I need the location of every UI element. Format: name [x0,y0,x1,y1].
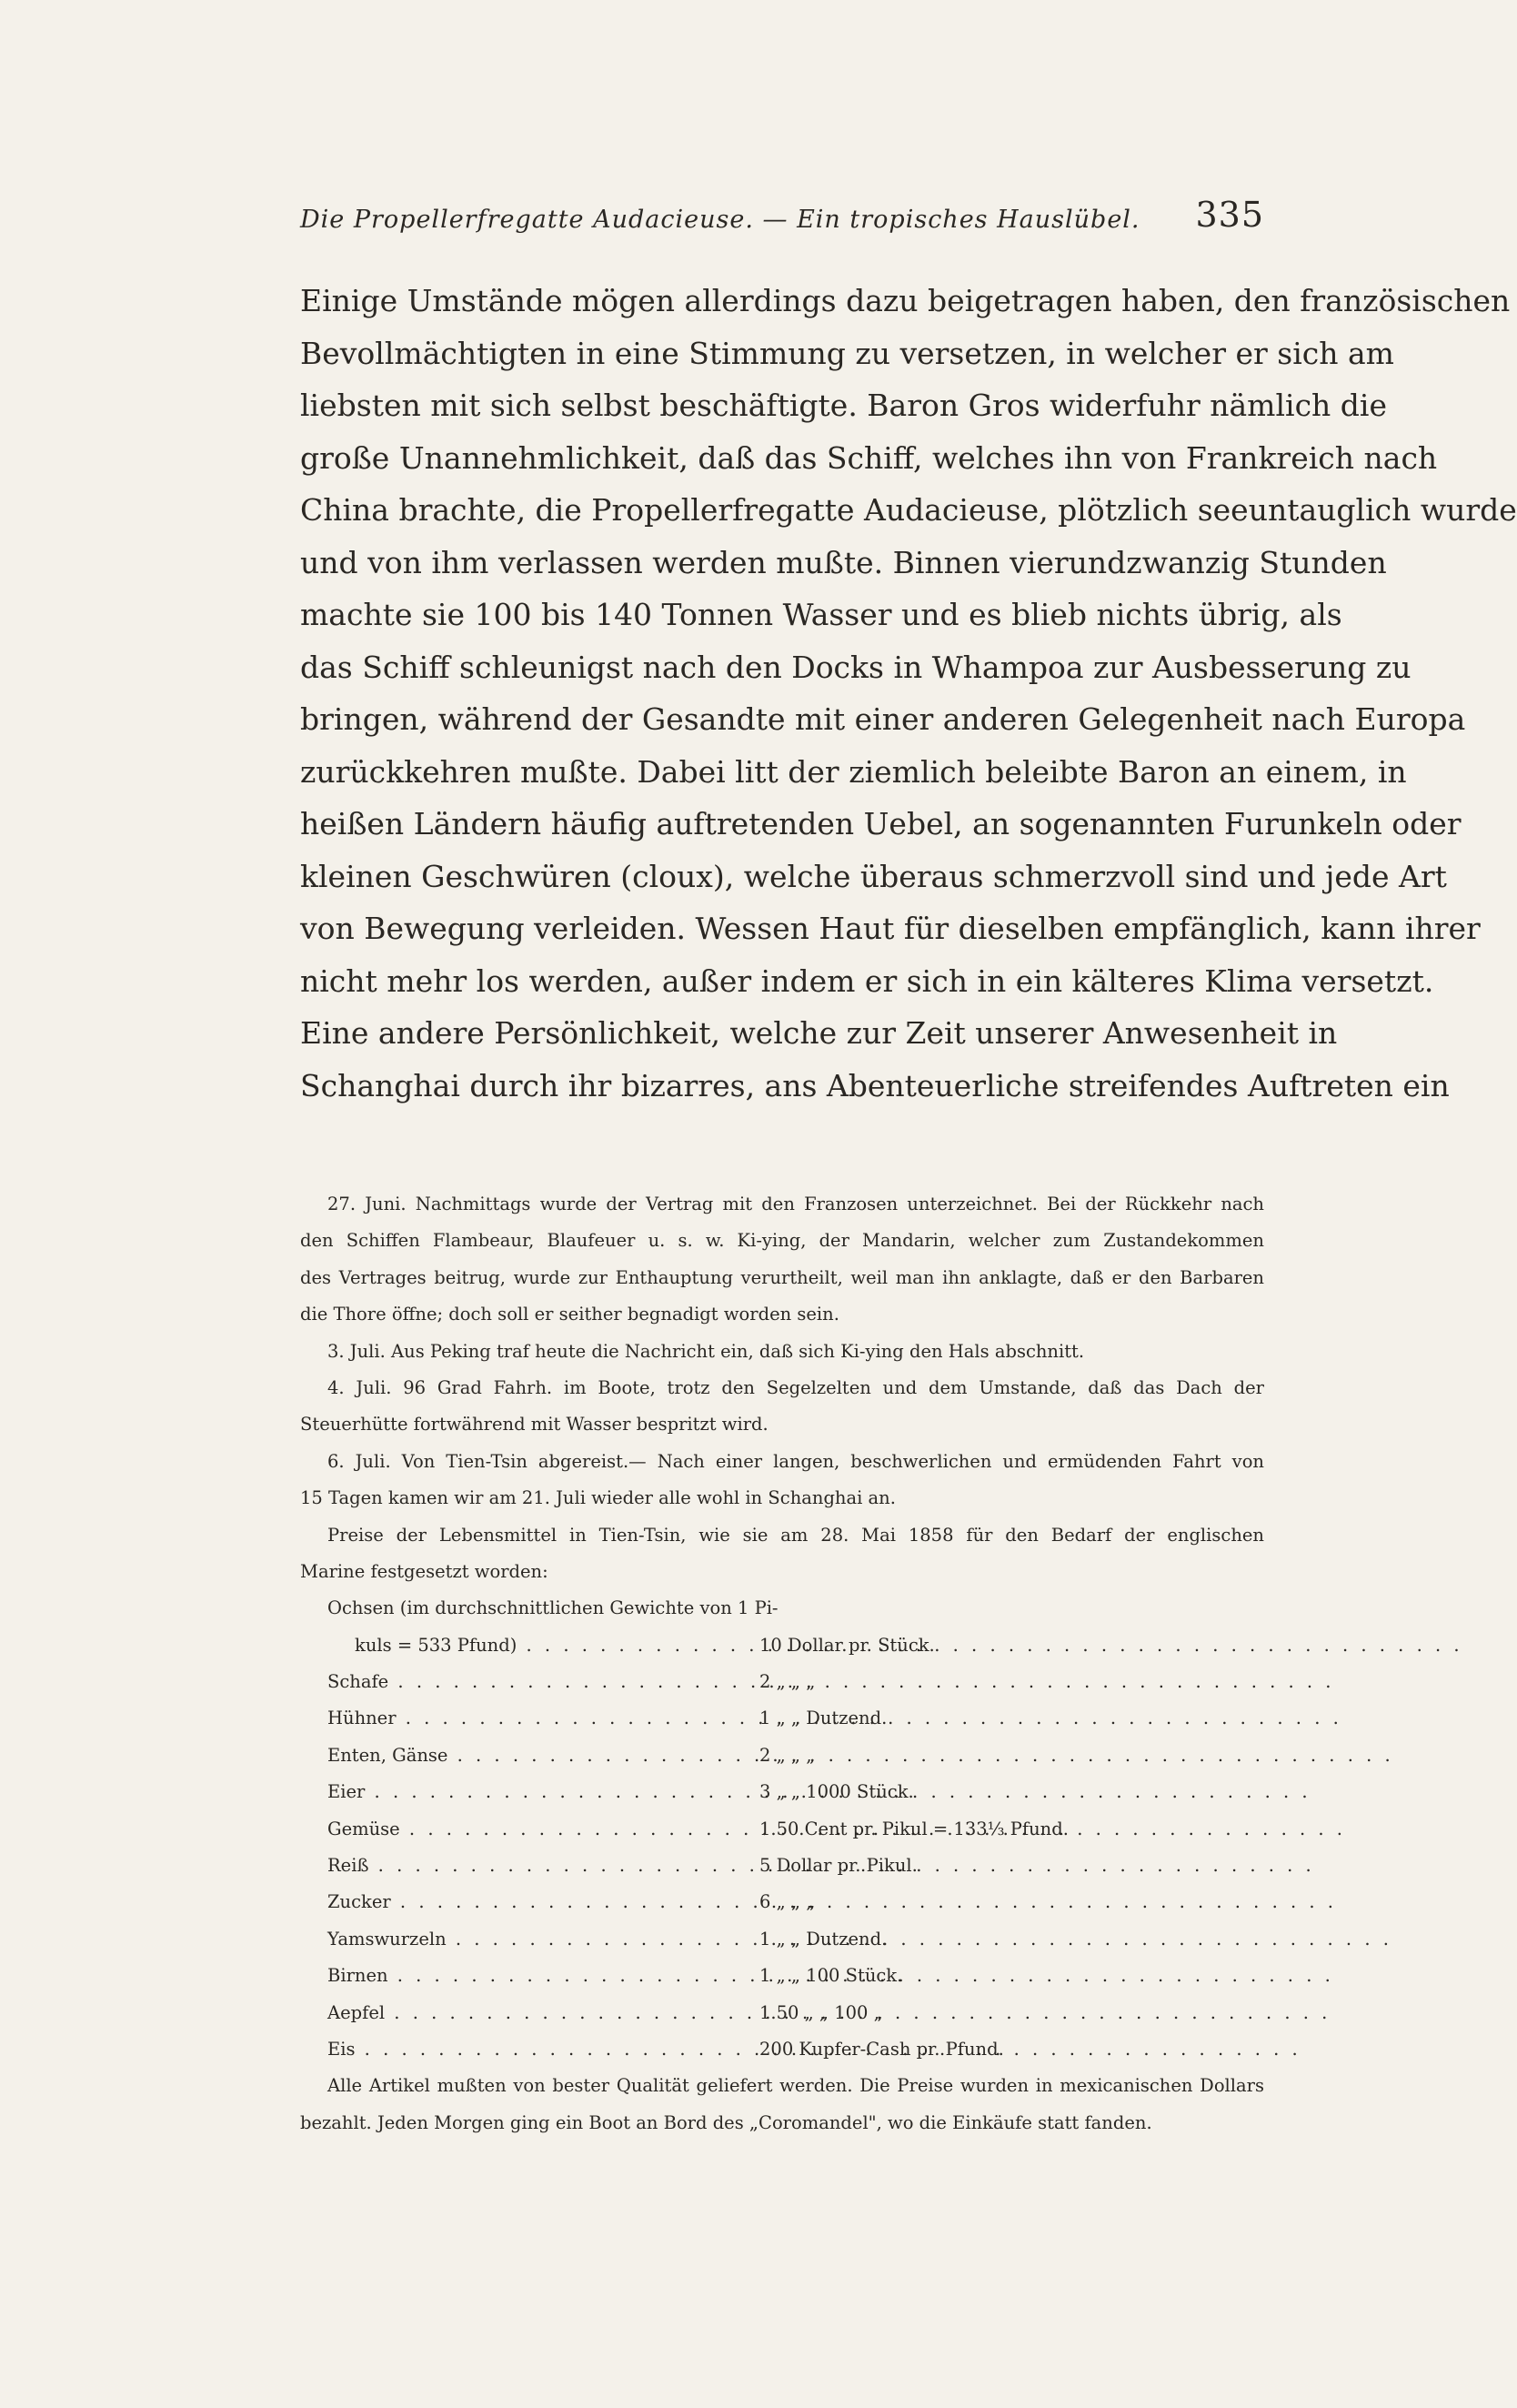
price-item: Eis . . . [300,2031,782,2068]
price-table [300,1627,1264,2069]
price-item: Schafe . . . [300,1664,782,1700]
price-value: 1.50 Cent pr. Pikul = 133⅓ Pfund. [759,1818,1069,1839]
price-item: Yamswurzeln . . . [300,1921,782,1958]
price-value: 200 Kupfer-Cash pr. Pfund. [759,2038,1004,2060]
price-row [300,1774,1264,1810]
text-line: Schanghai durch ihr bizarres, ans Abenteuerliche streifendes Auftreten ein [300,1067,1450,1103]
note-line: bezahlt. Jeden Morgen ging ein Boot an Bord des „Coromandel", wo die Einkäufe statt fanden. [300,2111,1152,2133]
price-row [300,1995,1264,2031]
note-line: Steuerhütte fortwährend mit Wasser bespritzt wird. [300,1414,769,1436]
price-row [300,1700,1264,1737]
price-row [300,2031,1264,2068]
text-line: das Schiff schleunigst nach den Docks in Whampoa zur Ausbesserung zu [300,649,1412,685]
price-intro-line: Ochsen (im durchschnittlichen Gewichte von 1 Pi- [327,1597,779,1619]
note-line: 3. Juli. Aus Peking traf heute die Nachricht ein, daß sich Ki-ying den Hals abschnitt. [327,1340,1085,1362]
price-item: Birnen . . . [300,1958,782,1994]
price-value: 1 „ „ Dutzend. [759,1928,888,1950]
price-item: Zucker . . . [300,1884,782,1920]
price-item: Eier . . . [300,1774,782,1810]
price-item: Aepfel . . . [300,1995,782,2031]
text-line: große Unannehmlichkeit, daß das Schiff, welches ihn von Frankreich nach [300,439,1438,476]
note-line: Preise der Lebensmittel in Tien-Tsin, wie sie am 28. Mai 1858 für den Bedarf der englischen [327,1524,1264,1546]
text-line: Einige Umstände mögen allerdings dazu beigetragen haben, den französischen [300,283,1511,318]
price-row [300,1627,1264,1664]
price-value: 1 „ „ 100 Stück. [759,1965,903,1987]
page-number: 335 [1195,195,1264,235]
price-item: Hühner . . . [300,1700,782,1737]
price-value: 1.50 „ „ 100 „ [759,2001,883,2023]
text-line: machte sie 100 bis 140 Tonnen Wasser und es blieb nichts übrig, als [300,597,1342,632]
price-value: 2 „ „ „ [759,1671,816,1693]
price-value: 3 „ „ 1000 Stück. [759,1781,914,1803]
notes-bottom [300,2068,1264,2141]
note-line: Marine festgesetzt worden: [300,1560,548,1582]
text-line: heißen Ländern häufig auftretenden Uebel, an sogenannten Furunkeln oder [300,806,1462,841]
text-line: Bevollmächtigten in eine Stimmung zu versetzen, in welcher er sich am [300,335,1394,371]
text-line: bringen, während der Gesandte mit einer anderen Gelegenheit nach Europa [300,701,1466,737]
text-line: zurückkehren mußte. Dabei litt der ziemlich beleibte Baron an einem, in [300,753,1407,790]
price-value: 10 Dollar pr. Stück. [759,1634,935,1656]
price-row [300,1738,1264,1774]
footnotes [300,1186,1264,2141]
text-line: liebsten mit sich selbst beschäftigte. Baron Gros widerfuhr nämlich die [300,388,1388,423]
text-line: Eine andere Persönlichkeit, welche zur Zeit unserer Anwesenheit in [300,1015,1338,1051]
price-value: 1 „ „ Dutzend. [759,1708,888,1729]
price-item: Gemüse . . . [300,1811,782,1848]
text-line: nicht mehr los werden, außer indem er sich in ein kälteres Klima versetzt. [300,962,1434,999]
price-item: Reiß . . . [300,1848,782,1884]
text-line: von Bewegung verleiden. Wessen Haut für dieselben empfänglich, kann ihrer [300,911,1481,946]
price-item: kuls = 533 Pfund) . . . [300,1627,809,1664]
note-line: Alle Artikel mußten von bester Qualität geliefert werden. Die Preise wurden in mexicanischen Dollars [327,2075,1264,2097]
text-line: China brachte, die Propellerfregatte Audacieuse, plötzlich seeuntauglich wurde [300,492,1517,528]
price-value: 5 Dollar pr. Pikul. [759,1855,918,1877]
main-text [300,275,1517,1112]
text-line: kleinen Geschwüren (cloux), welche überaus schmerzvoll sind und jede Art [300,858,1447,894]
note-line: 6. Juli. Von Tien-Tsin abgereist.— Nach einer langen, beschwerlichen und ermüdenden Fahrt von [327,1450,1264,1472]
price-row [300,1664,1264,1700]
note-line: den Schiffen Flambeaur, Blaufeuer u. s. w. Ki-ying, der Mandarin, welcher zum Zustandekommen [300,1230,1264,1252]
note-line: 15 Tagen kamen wir am 21. Juli wieder alle wohl in Schanghai an. [300,1487,896,1509]
price-item: Enten, Gänse . . . [300,1738,782,1774]
page-header [300,189,1264,244]
price-value: 2 „ „ „ [759,1744,816,1766]
price-value: 6 „ „ „ [759,1891,816,1913]
text-line: und von ihm verlassen werden mußte. Binnen vierundzwanzig Stunden [300,544,1387,580]
note-line: die Thore öffne; doch soll er seither begnadigt worden sein. [300,1304,839,1325]
note-line: 27. Juni. Nachmittags wurde der Vertrag mit den Franzosen unterzeichnet. Bei der Rückkehr nach [327,1194,1264,1214]
price-row [300,1921,1264,1958]
note-line: des Vertrages beitrug, wurde zur Enthauptung verurtheilt, weil man ihn anklagte, daß er den Barbaren [300,1266,1264,1288]
running-head: Die Propellerfregatte Audacieuse. — Ein tropisches Hauslübel. [300,206,1140,234]
note-line: 4. Juli. 96 Grad Fahrh. im Boote, trotz den Segelzelten und dem Umstande, daß das Dach der [327,1376,1264,1398]
price-row [300,1811,1264,1848]
price-row [300,1958,1264,1994]
price-row [300,1884,1264,1920]
notes-top [300,1186,1264,1590]
price-row [300,1848,1264,1884]
